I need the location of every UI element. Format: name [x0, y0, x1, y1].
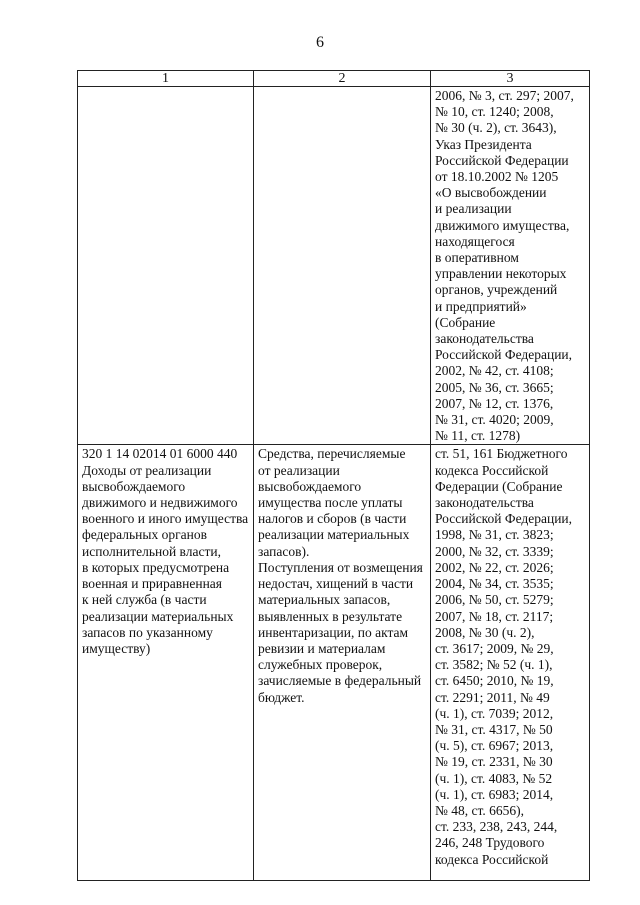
text-line: 2008, № 30 (ч. 2), — [435, 624, 535, 640]
text-line: запасов). — [258, 543, 310, 559]
text-line: № 48, ст. 6656), — [435, 802, 525, 818]
row2-income-cell — [78, 445, 254, 881]
text-line: Указ Президента — [435, 136, 532, 152]
text-line: налогов и сборов (в части — [258, 511, 407, 527]
text-line: № 31, ст. 4020; 2009, — [435, 412, 554, 428]
text-line: Доходы от реализации — [82, 462, 212, 478]
column-header-1: 1 — [78, 71, 254, 87]
text-line: Поступления от возмещения — [258, 559, 423, 575]
row2-description-cell — [254, 445, 431, 881]
text-line: Федерации (Собрание — [435, 478, 563, 494]
text-line: от 18.10.2002 № 1205 — [435, 169, 559, 185]
text-line: зачисляемые в федеральный — [258, 673, 422, 689]
text-line: законодательства — [435, 495, 534, 511]
text-line: военного и иного имущества — [82, 511, 249, 527]
text-line: выявленных в результате — [258, 608, 403, 624]
text-line: 1998, № 31, ст. 3823; — [435, 527, 554, 543]
text-line: ст. 51, 161 Бюджетного — [435, 446, 568, 462]
text-line: № 10, ст. 1240; 2008, — [435, 104, 554, 120]
text-line: «О высвобождении — [435, 185, 547, 201]
text-line: 2005, № 36, ст. 3665; — [435, 379, 554, 395]
text-line: реализации материальных — [82, 608, 234, 624]
text-line: бюджет. — [258, 689, 305, 705]
table-row — [78, 87, 590, 445]
text-line: 2000, № 32, ст. 3339; — [435, 543, 554, 559]
text-line: инвентаризации, по актам — [258, 624, 409, 640]
text-line: находящегося — [435, 233, 515, 249]
text-line: высвобождаемого — [82, 478, 186, 494]
text-line: реализации материальных — [258, 527, 410, 543]
text-line: ст. 2291; 2011, № 49 — [435, 689, 550, 705]
table-row — [78, 445, 590, 881]
column-header-2: 2 — [254, 71, 431, 87]
text-line: исполнительной власти, — [82, 543, 221, 559]
text-line: Средства, перечисляемые — [258, 446, 406, 462]
text-line: законодательства — [435, 331, 534, 347]
text-line: № 11, ст. 1278) — [435, 428, 521, 444]
text-line: 2002, № 22, ст. 2026; — [435, 559, 554, 575]
text-line: Российской Федерации — [435, 152, 569, 168]
row1-income-cell — [78, 87, 254, 445]
text-line: органов, учреждений — [435, 282, 558, 298]
text-line: в которых предусмотрена — [82, 559, 230, 575]
text-line: № 30 (ч. 2), ст. 3643), — [435, 120, 557, 136]
text-line: ст. 3582; № 52 (ч. 1), — [435, 657, 553, 673]
text-line: и предприятий» — [435, 298, 527, 314]
table-header-row — [78, 71, 590, 87]
text-line: Российской Федерации, — [435, 347, 573, 363]
text-line: к ней служба (в части — [82, 592, 207, 608]
document-table — [77, 70, 590, 881]
text-line: в оперативном — [435, 250, 519, 266]
text-line: федеральных органов — [82, 527, 207, 543]
text-line: 2006, № 3, ст. 297; 2007, — [435, 88, 574, 103]
text-line: движимого имущества, — [435, 217, 570, 233]
text-line: недостач, хищений в части — [258, 576, 414, 592]
text-line: кодекса Российской — [435, 851, 549, 867]
page-number: 6 — [316, 34, 324, 51]
text-line: № 31, ст. 4317, № 50 — [435, 721, 553, 737]
text-line: 320 1 14 02014 01 6000 440 — [82, 446, 238, 462]
text-line: Российской Федерации, — [435, 511, 573, 527]
text-line: военная и приравненная — [82, 576, 222, 592]
text-line: (Собрание — [435, 314, 496, 330]
text-line: ревизии и материалам — [258, 640, 386, 656]
text-line: имущества после уплаты — [258, 495, 403, 511]
text-line: 2007, № 18, ст. 2117; — [435, 608, 554, 624]
row1-description-cell — [254, 87, 431, 445]
text-line: высвобождаемого — [258, 478, 362, 494]
text-line: 2004, № 34, ст. 3535; — [435, 576, 554, 592]
text-line: 2002, № 42, ст. 4108; — [435, 363, 554, 379]
text-line: 2006, № 50, ст. 5279; — [435, 592, 554, 608]
row2-legal-basis-cell — [431, 445, 590, 881]
row1-legal-basis-cell — [431, 87, 590, 445]
text-line: движимого и недвижимого — [82, 495, 238, 511]
text-line: № 19, ст. 2331, № 30 — [435, 754, 553, 770]
text-line: управлении некоторых — [435, 266, 567, 282]
text-line: 246, 248 Трудового — [435, 835, 545, 851]
text-line: 2007, № 12, ст. 1376, — [435, 395, 554, 411]
text-line: от реализации — [258, 462, 340, 478]
text-line: (ч. 5), ст. 6967; 2013, — [435, 738, 554, 754]
text-line: ст. 6450; 2010, № 19, — [435, 673, 554, 689]
column-header-3: 3 — [431, 71, 590, 87]
text-line: и реализации — [435, 201, 512, 217]
text-line: (ч. 1), ст. 6983; 2014, — [435, 786, 554, 802]
text-line: кодекса Российской — [435, 462, 549, 478]
text-line: (ч. 1), ст. 4083, № 52 — [435, 770, 553, 786]
text-line: материальных запасов, — [258, 592, 391, 608]
text-line: (ч. 1), ст. 7039; 2012, — [435, 705, 554, 721]
text-line: ст. 3617; 2009, № 29, — [435, 640, 554, 656]
text-line: имуществу) — [82, 640, 151, 656]
text-line: ст. 233, 238, 243, 244, — [435, 819, 558, 835]
text-line: служебных проверок, — [258, 657, 383, 673]
text-line: запасов по указанному — [82, 624, 213, 640]
